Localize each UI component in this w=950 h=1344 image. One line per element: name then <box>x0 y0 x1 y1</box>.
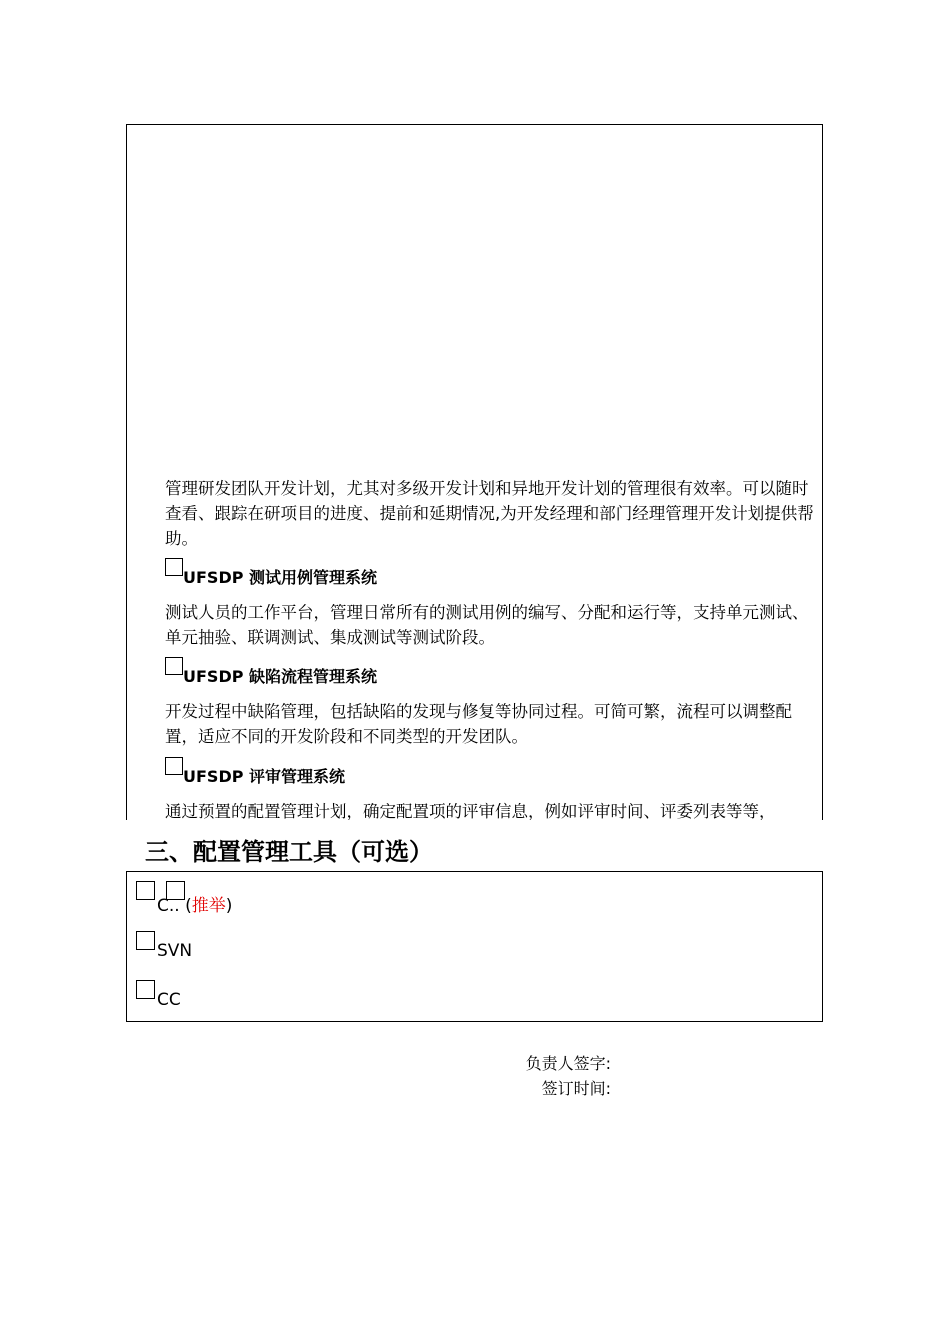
plan-section-box <box>126 124 823 820</box>
test-case-system-title: UFSDP 测试用例管理系统 <box>183 568 378 587</box>
checkbox-icon[interactable] <box>136 881 155 900</box>
checkbox-icon[interactable] <box>165 757 183 775</box>
recommend-note: 推举 <box>191 896 226 916</box>
checkbox-icon[interactable] <box>136 980 155 999</box>
plan-intro-text: 管理研发团队开发计划，尤其对多级开发计划和异地开发计划的管理很有效率。可以随时查看、跟踪在研项目的进度、提前和延期情况,为开发经理和部门经理管理开发计划提供帮助。 <box>165 479 814 548</box>
date-label: 签订时间: <box>541 1079 611 1098</box>
config-tools-title: 三、配置管理工具（可选） <box>145 838 433 866</box>
defect-flow-system-desc: 开发过程中缺陷管理，包括缺陷的发现与修复等协同过程。可简可繁，流程可以调整配置，适应不同的开发阶段和不同类型的开发团队。 <box>165 702 792 746</box>
test-case-system-desc: 测试人员的工作平台，管理日常所有的测试用例的编写、分配和运行等，支持单元测试、单元抽验、联调测试、集成测试等测试阶段。 <box>165 603 809 647</box>
checkbox-icon[interactable] <box>165 558 183 576</box>
review-system-desc: 通过预置的配置管理计划，确定配置项的评审信息，例如评审时间、评委列表等等， <box>165 802 776 820</box>
option-svn-label: SVN <box>157 941 193 961</box>
signer-label: 负责人签字: <box>525 1054 611 1073</box>
checkbox-icon[interactable] <box>136 931 155 950</box>
defect-flow-system-title: UFSDP 缺陷流程管理系统 <box>183 667 378 686</box>
checkbox-icon[interactable] <box>165 657 183 675</box>
option-cc-label: CC <box>157 990 181 1010</box>
config-tools-box <box>126 871 823 1022</box>
option-c-label: C.. (推举) <box>157 896 233 916</box>
review-system-title: UFSDP 评审管理系统 <box>183 767 346 786</box>
